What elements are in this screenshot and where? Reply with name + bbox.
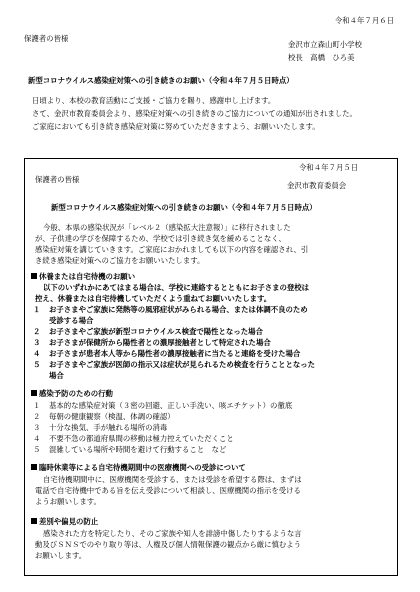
rest-item-line: お子さまやご家族が医師の指示又は症状が見られるため検査を行うこととなった (49, 360, 316, 369)
letter-title: 新型コロナウイルス感染症対策への引き続きのお願い（令和４年７月５日時点） (28, 76, 294, 85)
rest-item-line: お子さまが患者本人等から陽性者の濃厚接触者に当たると連絡を受けた場合 (49, 349, 301, 358)
letter-sender-name: 校長 高橋 ひろ美 (288, 53, 355, 62)
square-bullet-icon (31, 464, 37, 470)
notice-date: 令和４年７月５日 (299, 163, 359, 172)
letter-body-2: さて、金沢市教育委員会より、感染症対策への引き続きのご協力についての通知が出されました。 (32, 109, 357, 118)
prevention-item-num: ２ (33, 412, 41, 421)
prevention-item-num: ５ (33, 445, 41, 454)
board-notice-box (24, 158, 398, 576)
section-rest-lead-2: 控え、休養または自宅待機していただくよう重ねてお願いいたします。 (35, 294, 272, 303)
rest-item-num: ２ (33, 327, 41, 336)
prevention-item-num: ４ (33, 434, 41, 443)
notice-intro-2: が、子供達の学びを保障するため、学校では引き続き気を緩めることなく、 (35, 234, 286, 243)
discrimination-lead-3: お願いします。 (35, 551, 87, 560)
rest-item-line: お子さまやご家族に発熱等の風邪症状がみられる場合、または体調不良のため (49, 305, 308, 314)
notice-intro-1: 今般、本県の感染状況が「レベル２（感染拡大注意報）」に移行されました (43, 223, 291, 232)
section-heading-rest: 休養または自宅待機のお願い (31, 272, 135, 282)
letter-body-1: 日頃より、本校の教育活動にご支援・ご協力を賜り、感謝申し上げます。 (32, 96, 276, 105)
prevention-item-num: １ (33, 401, 41, 410)
letter-sender-org: 金沢市立森山町小学校 (288, 40, 362, 49)
notice-title: 新型コロナウイルス感染症対策への引き続きのお願い（令和４年７月５日時点） (51, 203, 317, 212)
medical-lead-2: 電話で自宅待機中である旨を伝え受診について相談し、医療機関の指示を受ける (35, 486, 301, 495)
section-rest-lead-1: 以下のいずれかにあてはまる場合は、学校に連絡するとともにお子さまの登校は (43, 283, 310, 292)
rest-item-num: ５ (33, 360, 41, 369)
notice-addressee: 保護者の皆様 (35, 175, 80, 184)
square-bullet-icon (31, 518, 37, 524)
notice-intro-4: き続き感染症対策へのご協力をお願いいたします。 (35, 256, 205, 265)
section-heading-medical: 臨時休業等による自宅待機期間中の医療機関への受診について (31, 463, 246, 473)
notice-intro-3: 感染症対策を講じていきます。ご家庭におかれましても以下の内容を確認され、引 (35, 245, 309, 254)
square-bullet-icon (31, 390, 37, 396)
letter-body-3: ご家庭においても引き続き感染症対策に努めていただきますよう、お願いいたします。 (32, 122, 320, 131)
rest-item-num: ４ (33, 349, 41, 358)
rest-item-line: お子さまが保健所から陽性者との濃厚接触者として特定された場合 (49, 338, 271, 347)
prevention-item-line: 混雑している場所や時間を避けて行動すること など (49, 445, 227, 454)
discrimination-lead-2: 動及びＳＮＳでのやり取り等は、人権及び個人情報保護の観点から厳に慎むよう (35, 540, 302, 549)
rest-item-line: 受診する場合 (49, 316, 94, 325)
rest-item-line: 場合 (49, 371, 64, 380)
letter-date: 令和４年７月６日 (334, 16, 394, 25)
prevention-item-line: 十分な換気、手が触れる場所の消毒 (49, 423, 168, 432)
square-bullet-icon (31, 273, 37, 279)
discrimination-lead-1: 感染された方を特定したり、そのご家族や知人を誹謗中傷したりするような言 (43, 529, 302, 538)
prevention-item-num: ３ (33, 423, 41, 432)
rest-item-num: １ (33, 305, 41, 314)
prevention-item-line: 毎朝の健康観察（検温、体調の確認） (49, 412, 175, 421)
section-heading-prevention: 感染予防のための行動 (31, 389, 113, 399)
rest-item-line: お子さまやご家族が新型コロナウイルス検査で陽性となった場合 (49, 327, 263, 336)
medical-lead-1: 自宅待機期間中に、医療機関を受診する、または受診を希望する際は、まずは (43, 475, 302, 484)
notice-sender: 金沢市教育委員会 (287, 181, 347, 190)
medical-lead-3: ようお願いします。 (35, 497, 101, 506)
rest-item-num: ３ (33, 338, 41, 347)
section-heading-discrimination: 差別や偏見の防止 (31, 517, 98, 527)
letter-addressee: 保護者の皆様 (24, 34, 69, 43)
prevention-item-line: 基本的な感染症対策（３密の回避、正しい手洗い、咳エチケット）の徹底 (49, 401, 293, 410)
prevention-item-line: 不要不急の都道府県間の移動は極力控えていただくこと (49, 434, 234, 443)
